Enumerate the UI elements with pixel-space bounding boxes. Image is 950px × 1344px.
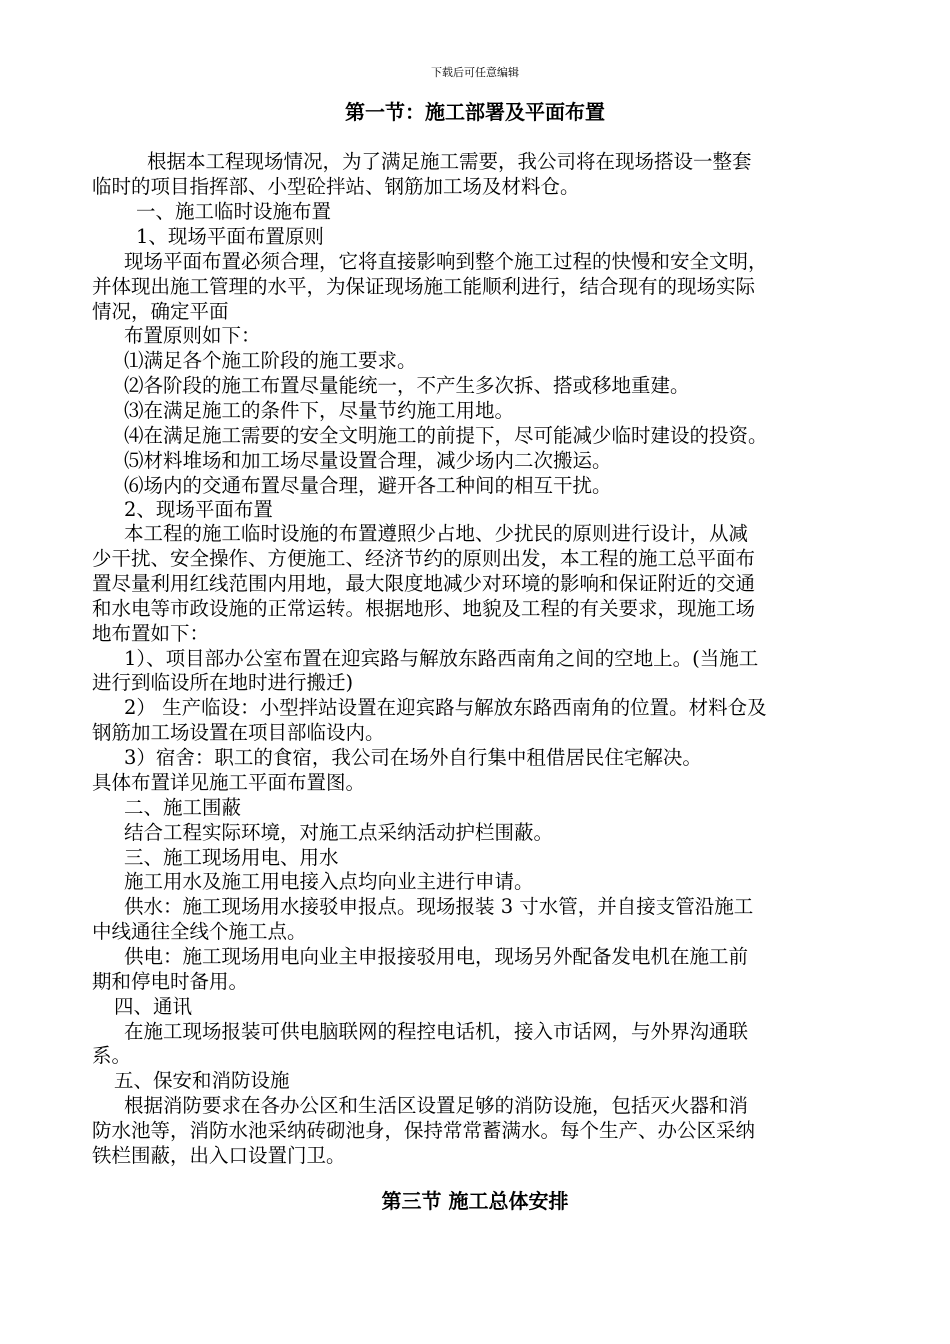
paragraph-line: 施工用水及施工用电接入点均向业主进行申请。 — [124, 870, 534, 893]
list-item: ⑹场内的交通布置尽量合理，避开各工种间的相互干扰。 — [124, 474, 612, 497]
list-item: ⑸材料堆场和加工场尽量设置合理，减少场内二次搬运。 — [124, 449, 612, 472]
list-item: 1）、项目部办公室布置在迎宾路与解放东路西南角之间的空地上。(当施工 — [124, 647, 759, 670]
paragraph-line: 临时的项目指挥部、小型砼拌站、钢筋加工场及材料仓。 — [92, 175, 580, 198]
list-item: 2） 生产临设：小型拌站设置在迎宾路与解放东路西南角的位置。材料仓及 — [124, 696, 767, 719]
paragraph-line: 供电：施工现场用电向业主申报接驳用电，现场另外配备发电机在施工前 — [124, 945, 749, 968]
heading-line: 1、现场平面布置原则 — [136, 225, 324, 248]
heading-line: 四、通讯 — [114, 995, 193, 1018]
header-note: 下载后可任意编辑 — [431, 66, 519, 79]
list-item: ⑷在满足施工需要的安全文明施工的前提下，尽可能减少临时建设的投资。 — [124, 424, 768, 447]
paragraph-line: 具体布置详见施工平面布置图。 — [92, 771, 366, 794]
list-item: 3）宿舍：职工的食宿，我公司在场外自行集中租借居民住宅解决。 — [124, 746, 702, 769]
paragraph-line: 置尽量利用红线范围内用地，最大限度地减少对环境的影响和保证附近的交通 — [92, 572, 756, 595]
heading-line: 二、施工围蔽 — [124, 796, 242, 819]
paragraph-line: 并体现出施工管理的水平，为保证现场施工能顺利进行，结合现有的现场实际 — [92, 275, 756, 298]
heading-line: 一、施工临时设施布置 — [136, 200, 332, 223]
paragraph-line: 防水池等，消防水池采纳砖砌池身，保持常常蓄满水。每个生产、办公区采纳 — [92, 1119, 756, 1142]
paragraph-line: 系。 — [92, 1044, 132, 1067]
section-title-1: 第一节：施工部署及平面布置 — [345, 100, 605, 124]
paragraph-line: 进行到临设所在地时进行搬迁) — [92, 671, 354, 694]
paragraph-line: 和水电等市政设施的正常运转。根据地形、地貌及工程的有关要求，现施工场 — [92, 597, 756, 620]
heading-line: 五、保安和消防设施 — [114, 1069, 290, 1092]
paragraph-line: 现场平面布置必须合理，它将直接影响到整个施工过程的快慢和安全文明， — [124, 250, 768, 273]
section-title-3: 第三节 施工总体安排 — [381, 1189, 569, 1213]
list-item: ⑶在满足施工的条件下，尽量节约施工用地。 — [124, 399, 515, 422]
paragraph-line: 结合工程实际环境，对施工点采纳活动护栏围蔽。 — [124, 821, 554, 844]
list-item: ⑴满足各个施工阶段的施工要求。 — [124, 349, 417, 372]
paragraph-line: 铁栏围蔽，出入口设置门卫。 — [92, 1144, 346, 1167]
paragraph-line: 钢筋加工场设置在项目部临设内。 — [92, 721, 385, 744]
paragraph-line: 期和停电时备用。 — [92, 970, 249, 993]
list-item: ⑵各阶段的施工布置尽量能统一，不产生多次拆、搭或移地重建。 — [124, 374, 690, 397]
paragraph-line: 供水：施工现场用水接驳申报点。现场报装 3 寸水管，并自接支管沿施工 — [124, 895, 754, 918]
paragraph-line: 根据消防要求在各办公区和生活区设置足够的消防设施，包括灭火器和消 — [124, 1094, 749, 1117]
paragraph-line: 中线通往全线个施工点。 — [92, 920, 307, 943]
paragraph-line: 布置原则如下： — [124, 324, 261, 347]
paragraph-line: 少干扰、安全操作、方便施工、经济节约的原则出发，本工程的施工总平面布 — [92, 547, 756, 570]
paragraph-line: 地布置如下： — [92, 622, 210, 645]
heading-line: 三、施工现场用电、用水 — [124, 846, 339, 869]
paragraph-line: 根据本工程现场情况，为了满足施工需要，我公司将在现场搭设一整套 — [147, 150, 752, 173]
paragraph-line: 本工程的施工临时设施的布置遵照少占地、少扰民的原则进行设计，从减 — [124, 522, 749, 545]
paragraph-line: 情况，确定平面 — [92, 300, 229, 323]
heading-line: 2、现场平面布置 — [124, 498, 273, 521]
paragraph-line: 在施工现场报装可供电脑联网的程控电话机，接入市话网，与外界沟通联 — [124, 1020, 749, 1043]
